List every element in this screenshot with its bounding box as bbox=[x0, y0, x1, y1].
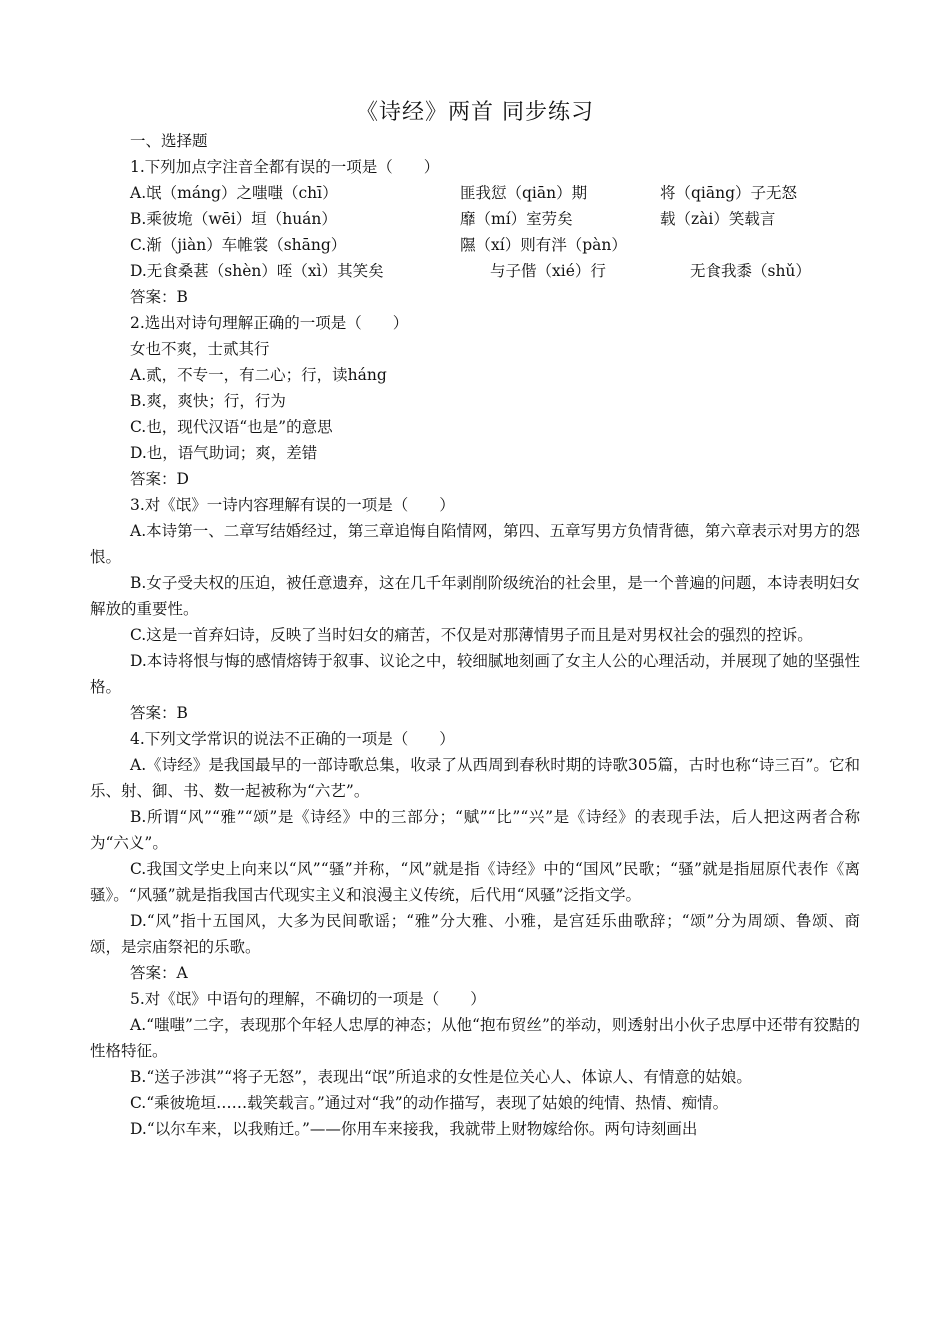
q1-option-a-1: A.氓（máng）之嗤嗤（chī） bbox=[130, 184, 338, 202]
q3-option-b: B.女子受夫权的压迫，被任意遗弃，这在几千年剥削阶级统治的社会里，是一个普遍的问题，本诗表明妇女解放的重要性。 bbox=[90, 574, 860, 618]
q4-option-a: A.《诗经》是我国最早的一部诗歌总集，收录了从西周到春秋时期的诗歌305篇，古时也称“诗三百”。它和乐、射、御、书、数一起被称为“六艺”。 bbox=[90, 756, 860, 800]
q4-option-b: B.所谓“风”“雅”“颂”是《诗经》中的三部分；“赋”“比”“兴”是《诗经》的表现手法，后人把这两者合称为“六义”。 bbox=[90, 808, 860, 852]
q5-option-c: C.“乘彼垝垣……载笑载言。”通过对“我”的动作描写，表现了姑娘的纯情、热情、痴情。 bbox=[130, 1094, 729, 1112]
q1-option-d-2: 与子偕（xié）行 bbox=[490, 262, 606, 280]
question-4-stem: 4.下列文学常识的说法不正确的一项是（ ） bbox=[130, 730, 455, 748]
q2-option-a: A.贰，不专一，有二心；行，读háng bbox=[130, 366, 387, 384]
q1-option-b-3: 载（zài）笑载言 bbox=[660, 210, 776, 228]
q1-option-row bbox=[130, 258, 860, 284]
q1-option-d-1: D.无食桑葚（shèn）咥（xì）其笑矣 bbox=[130, 262, 384, 280]
question-2-stem: 2.选出对诗句理解正确的一项是（ ） bbox=[130, 314, 409, 332]
q3-option-c: C.这是一首弃妇诗，反映了当时妇女的痛苦，不仅是对那薄情男子而且是对男权社会的强烈的控诉。 bbox=[130, 626, 813, 644]
section-heading: 一、选择题 bbox=[130, 132, 208, 150]
q3-option-a: A.本诗第一、二章写结婚经过，第三章追悔自陷情网，第四、五章写男方负情背德，第六章表示对男方的怨恨。 bbox=[90, 522, 860, 566]
q2-option-d: D.也，语气助词；爽，差错 bbox=[130, 444, 318, 462]
q3-option-d: D.本诗将恨与悔的感情熔铸于叙事、议论之中，较细腻地刻画了女主人公的心理活动，并展现了她的坚强性格。 bbox=[90, 652, 860, 696]
q5-option-b: B.“送子涉淇”“将子无怒”，表现出“氓”所追求的女性是位关心人、体谅人、有情意的姑娘。 bbox=[130, 1068, 752, 1086]
q2-option-b: B.爽，爽快；行，行为 bbox=[130, 392, 286, 410]
question-5-stem: 5.对《氓》中语句的理解，不确切的一项是（ ） bbox=[130, 990, 486, 1008]
q1-option-c-1: C.渐（jiàn）车帷裳（shāng） bbox=[130, 236, 347, 254]
q4-answer: 答案：A bbox=[130, 964, 188, 982]
q5-option-a: A.“嗤嗤”二字，表现那个年轻人忠厚的神态；从他“抱布贸丝”的举动，则透射出小伙子忠厚中还带有狡黠的性格特征。 bbox=[90, 1016, 860, 1060]
q2-answer: 答案：D bbox=[130, 470, 189, 488]
q2-option-c: C.也，现代汉语“也是”的意思 bbox=[130, 418, 333, 436]
question-1-stem: 1.下列加点字注音全都有误的一项是（ ） bbox=[130, 158, 440, 176]
page-title: 《诗经》两首 同步练习 bbox=[356, 100, 594, 125]
question-3-stem: 3.对《氓》一诗内容理解有误的一项是（ ） bbox=[130, 496, 455, 514]
q1-option-d-3: 无食我黍（shǔ） bbox=[690, 262, 811, 280]
q5-option-d: D.“以尔车来，以我贿迁。”——你用车来接我，我就带上财物嫁给你。两句诗刻画出 bbox=[130, 1120, 698, 1138]
q1-option-row bbox=[130, 180, 860, 206]
q1-option-b-1: B.乘彼垝（wēi）垣（huán） bbox=[130, 210, 337, 228]
q1-option-a-3: 将（qiāng）子无怒 bbox=[660, 184, 798, 202]
q2-quote: 女也不爽，士贰其行 bbox=[130, 340, 270, 358]
q1-answer: 答案：B bbox=[130, 288, 188, 306]
q1-option-c-2: 隰（xí）则有泮（pàn） bbox=[460, 236, 627, 254]
q3-answer: 答案：B bbox=[130, 704, 188, 722]
q1-option-row bbox=[130, 232, 860, 258]
q4-option-d: D.“风”指十五国风，大多为民间歌谣；“雅”分大雅、小雅，是宫廷乐曲歌辞；“颂”分为周颂、鲁颂、商颂，是宗庙祭祀的乐歌。 bbox=[90, 912, 860, 956]
q1-option-row bbox=[130, 206, 860, 232]
q1-option-a-2: 匪我愆（qiān）期 bbox=[460, 184, 588, 202]
q4-option-c: C.我国文学史上向来以“风”“骚”并称，“风”就是指《诗经》中的“国风”民歌；“骚”就是指屈原代表作《离骚》。“风骚”就是指我国古代现实主义和浪漫主义传统，后代用“风骚”泛指文学。 bbox=[90, 860, 860, 904]
q1-option-b-2: 靡（mí）室劳矣 bbox=[460, 210, 573, 228]
